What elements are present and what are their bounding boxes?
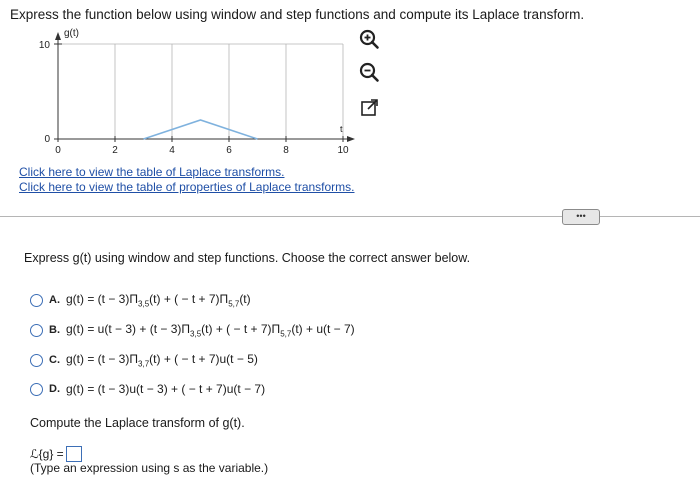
option-c-text: $g(t) = (t - 3)\Pi_{3,7}(t)$ + ( − t + 7)u(t − 5) bbox=[66, 352, 258, 369]
grid bbox=[58, 44, 343, 139]
question-title: Express the function below using window and step functions and compute its Laplace transform. bbox=[10, 7, 585, 22]
option-d-radio[interactable] bbox=[30, 383, 43, 396]
x-tick-label-0: 0 bbox=[55, 145, 61, 156]
option-c-letter: C. bbox=[49, 354, 60, 367]
option-b-text: $g(t) = u(t - 3) + (t - 3)\Pi_{3,5}(t)$ + ( − $t + 7)\Pi_{5,7}(t) + u(t - 7)$ bbox=[66, 322, 355, 339]
option-d-text: g(t) = (t − 3)u(t − 3) + ( − t + 7)u(t − 7) bbox=[66, 382, 266, 396]
option-c-radio[interactable] bbox=[30, 354, 43, 367]
option-d-letter: D. bbox=[49, 383, 60, 395]
compute-prompt: Compute the Laplace transform of g(t). bbox=[30, 416, 245, 430]
x-tick-label-8: 8 bbox=[283, 145, 289, 156]
answer-hint: (Type an expression using s as the variable.) bbox=[30, 461, 269, 475]
laplace-properties-table-link[interactable]: Click here to view the table of properties of Laplace transforms. bbox=[19, 180, 355, 194]
y-tick-label-0: 0 bbox=[44, 134, 50, 145]
laplace-transforms-table-link[interactable]: Click here to view the table of Laplace transforms. bbox=[19, 165, 285, 179]
zoom-in-icon[interactable] bbox=[358, 28, 380, 50]
option-a-radio[interactable] bbox=[30, 294, 43, 307]
x-axis-label: t bbox=[340, 124, 343, 134]
option-b[interactable] bbox=[30, 322, 355, 338]
option-a[interactable] bbox=[30, 292, 251, 308]
laplace-answer-row bbox=[30, 446, 82, 462]
x-tick-label-6: 6 bbox=[226, 145, 232, 156]
more-button[interactable]: ••• bbox=[562, 209, 600, 225]
y-axis-arrow bbox=[55, 32, 61, 40]
zoom-out-icon[interactable] bbox=[358, 61, 380, 83]
x-axis-arrow bbox=[347, 136, 355, 142]
y-axis-label: g(t) bbox=[64, 28, 79, 39]
y-tick-label-10: 10 bbox=[38, 40, 50, 51]
option-a-letter: A. bbox=[49, 294, 60, 307]
laplace-lhs: ℒ{g} = bbox=[30, 447, 64, 461]
x-tick-label-4: 4 bbox=[169, 145, 175, 156]
g-of-t-line bbox=[144, 120, 258, 139]
x-tick-label-2: 2 bbox=[112, 145, 118, 156]
option-b-letter: B. bbox=[49, 324, 60, 337]
x-tick-label-10: 10 bbox=[337, 145, 349, 156]
option-d[interactable] bbox=[30, 382, 265, 396]
part-prompt: Express g(t) using window and step functions. Choose the correct answer below. bbox=[24, 251, 471, 265]
graph bbox=[26, 28, 366, 168]
option-a-text: $g(t) = (t - 3)\Pi_{3,5}(t)$ + ( − $t + 7)\Pi_{5,7}(t)$ bbox=[66, 292, 251, 309]
option-c[interactable] bbox=[30, 352, 258, 368]
popout-icon[interactable] bbox=[359, 97, 381, 119]
option-b-radio[interactable] bbox=[30, 324, 43, 337]
laplace-answer-input[interactable] bbox=[66, 446, 82, 462]
